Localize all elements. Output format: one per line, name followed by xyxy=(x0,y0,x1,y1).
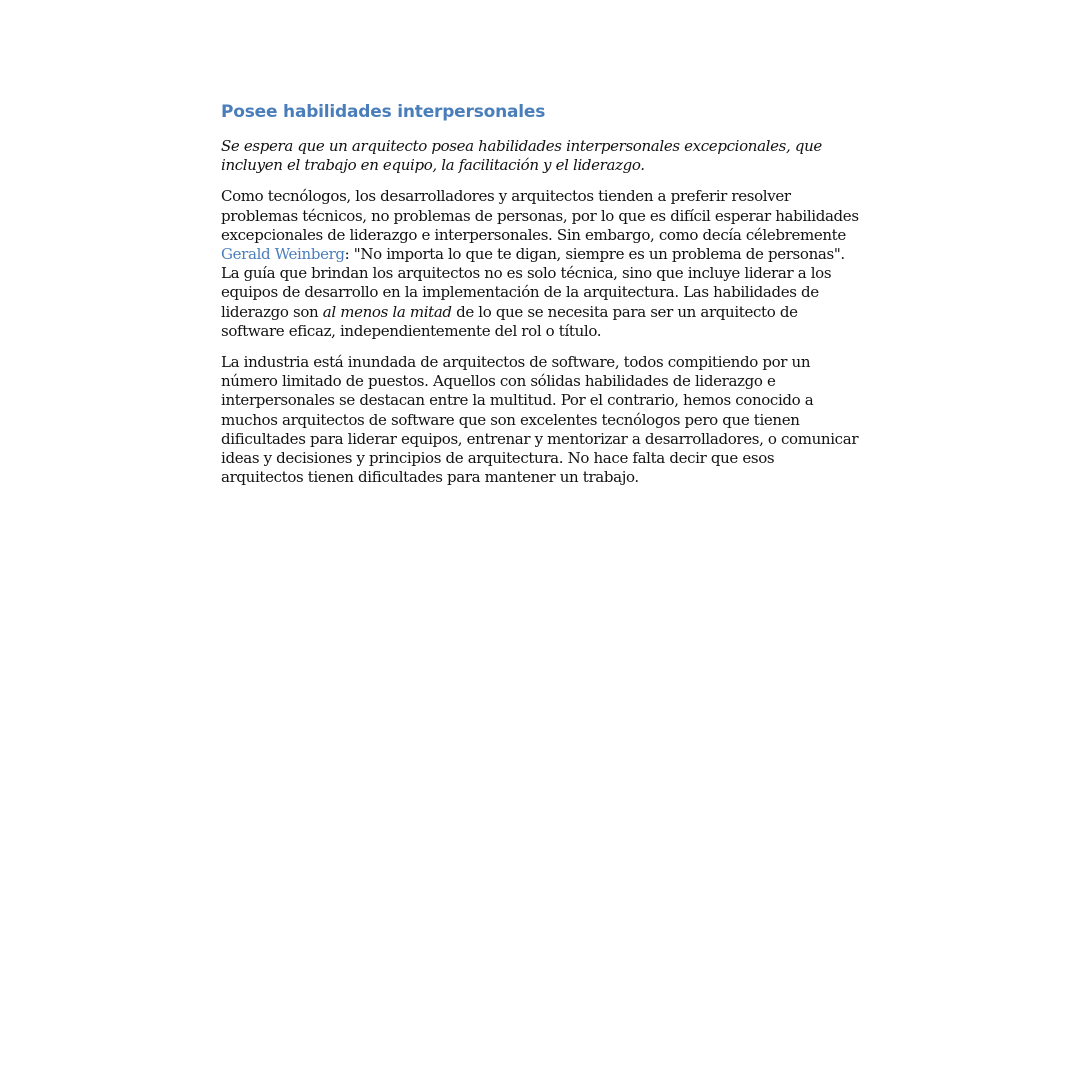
document-page xyxy=(221,100,861,499)
paragraph-1-text-middle: : "No importa lo que te digan, siempre es un problema de personas". La guía que brindan los arquitectos no es solo técnica, sino que incluye liderar a los equipos de desarrollo en la implementación de la arquitectura. Las habilidades de liderazgo son xyxy=(221,245,845,321)
body-paragraph-1 xyxy=(221,187,861,341)
lead-paragraph: Se espera que un arquitecto posea habilidades interpersonales excepcionales, que incluyen el trabajo en equipo, la facilitación y el liderazgo. xyxy=(221,137,822,175)
body-paragraph-2: La industria está inundada de arquitectos de software, todos compitiendo por un número limitado de puestos. Aquellos con sólidas habilidades de liderazgo e interpersonales se destacan entre la multitud. Por el contrario, hemos conocido a muchos arquitectos de software que son excelentes tecnólogos pero que tienen dificultades para liderar equipos, entrenar y mentorizar a desarrolladores, o comunicar ideas y decisiones y principios de arquitectura. No hace falta decir que esos arquitectos tienen dificultades para mantener un trabajo. xyxy=(221,353,859,487)
paragraph-1-text-end: de lo que se necesita para ser un arquitecto de software eficaz, independientemente del rol o título. xyxy=(221,302,798,340)
section-heading: Posee habilidades interpersonales xyxy=(221,102,546,122)
paragraph-1-text-start: Como tecnólogos, los desarrolladores y arquitectos tienden a preferir resolver problemas técnicos, no problemas de personas, por lo que es difícil esperar habilidades excepcionales de liderazgo e interpersonales. Sin embargo, como decía célebremente xyxy=(221,187,859,244)
emphasis-text: al menos la mitad xyxy=(322,302,452,321)
gerald-weinberg-link[interactable]: Gerald Weinberg xyxy=(221,245,345,264)
